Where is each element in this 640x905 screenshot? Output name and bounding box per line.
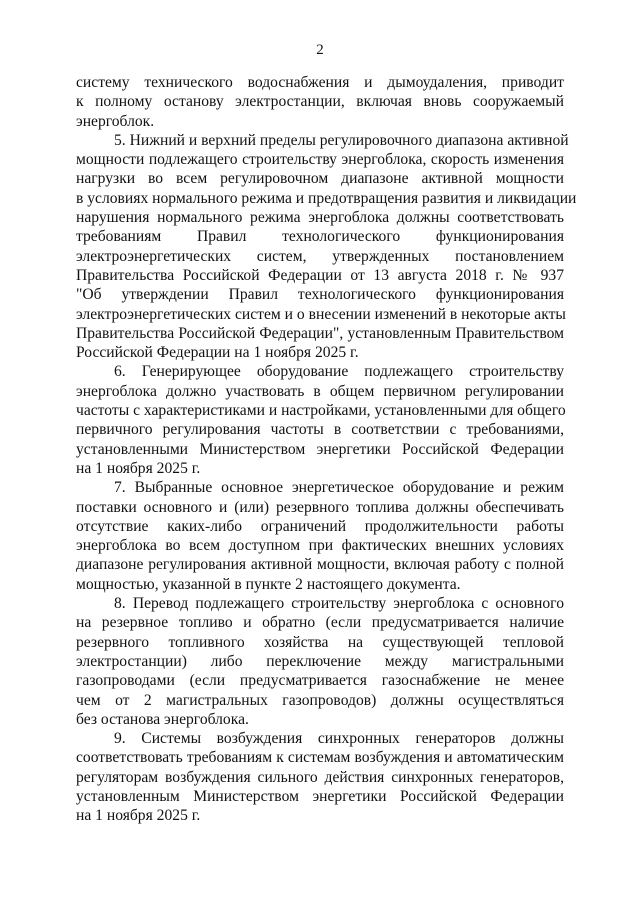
text-line: первичного регулирования частоты в соответствии с требованиями, xyxy=(76,421,564,439)
text-line: мощностью, указанной в пункте 2 настоящего документа. xyxy=(76,575,461,593)
text-line: нарушения нормального режима энергоблока должны соответствовать xyxy=(76,209,564,227)
text-line: энергоблок. xyxy=(76,112,155,130)
text-line: "Об утверждении Правил технологического функционирования xyxy=(76,286,564,304)
paragraph-first-line: 5. Нижний и верхний пределы регулировочного диапазона активной xyxy=(114,131,569,149)
text-line: в условиях нормального режима и предотвращения развития и ликвидации xyxy=(76,189,577,207)
text-line: требованиям Правил технологического функционирования xyxy=(76,228,564,246)
text-line: установленным Министерством энергетики Российской Федерации xyxy=(76,787,564,805)
text-line: Правительства Российской Федерации от 13 августа 2018 г. № 937 xyxy=(76,266,564,284)
paragraph-first-line: 8. Перевод подлежащего строительству энергоблока с основного xyxy=(114,595,564,613)
text-line: установленными Министерством энергетики Российской Федерации xyxy=(76,440,564,458)
body-text xyxy=(76,73,577,826)
text-line: на резервное топливо и обратно (если предусматривается наличие xyxy=(76,614,564,632)
text-line: нагрузки во всем регулировочном диапазоне активной мощности xyxy=(76,170,564,188)
text-line: частоты с характеристиками и настройками, установленными для общего xyxy=(76,402,566,420)
text-line: отсутствие каких-либо ограничений продолжительности работы xyxy=(76,517,564,535)
text-line: энергоблока должно участвовать в общем первичном регулировании xyxy=(76,382,564,400)
text-line: электростанции) либо переключение между магистральными xyxy=(76,652,564,670)
text-line: регуляторам возбуждения сильного действия синхронных генераторов, xyxy=(76,768,564,786)
text-line: диапазоне регулирования активной мощности, включая работу с полной xyxy=(76,556,564,574)
text-line: на 1 ноября 2025 г. xyxy=(76,459,201,477)
text-line: электроэнергетических систем и о внесении изменений в некоторые акты xyxy=(76,305,566,323)
paragraph-first-line: 6. Генерирующее оборудование подлежащего строительству xyxy=(114,363,564,381)
text-line: электроэнергетических систем, утвержденных постановлением xyxy=(76,247,564,265)
text-line: резервного топливного хозяйства на существующей тепловой xyxy=(76,633,564,651)
text-line: Российской Федерации на 1 ноября 2025 г. xyxy=(76,344,359,362)
text-line: энергоблока во всем доступном при фактических внешних условиях xyxy=(76,537,564,555)
text-line: соответствовать требованиям к системам возбуждения и автоматическим xyxy=(76,749,564,767)
text-line: на 1 ноября 2025 г. xyxy=(76,807,201,825)
text-line: мощности подлежащего строительству энергоблока, скорость изменения xyxy=(76,151,564,169)
text-line: чем от 2 магистральных газопроводов) должны осуществляться xyxy=(76,691,564,709)
paragraph-first-line: 7. Выбранные основное энергетическое оборудование и режим xyxy=(114,479,564,497)
text-line: газопроводами (если предусматривается газоснабжение не менее xyxy=(76,672,564,690)
paragraph-first-line: 9. Системы возбуждения синхронных генераторов должны xyxy=(114,730,564,748)
text-line: Правительства Российской Федерации", установленным Правительством xyxy=(76,324,564,342)
text-line: без останова энергоблока. xyxy=(76,710,249,728)
page-number: 2 xyxy=(316,42,324,58)
text-line: систему технического водоснабжения и дымоудаления, приводит xyxy=(76,74,564,91)
text-line: поставки основного и (или) резервного топлива должны обеспечивать xyxy=(76,498,564,516)
text-line: к полному останову электростанции, включая вновь сооружаемый xyxy=(76,93,564,111)
